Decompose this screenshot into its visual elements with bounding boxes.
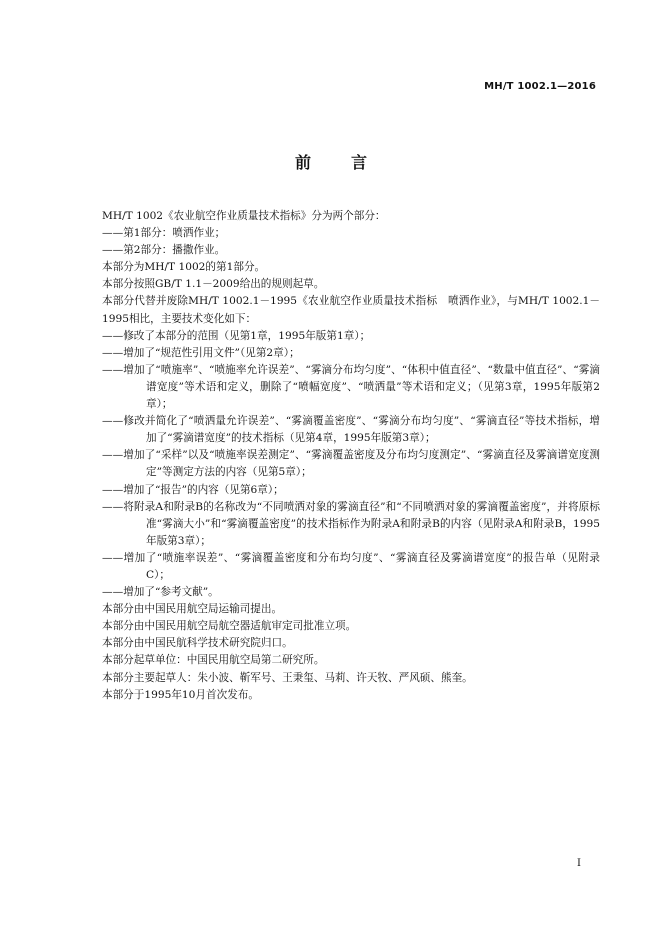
paragraph: 本部分由中国民用航空局航空器适航审定司批准立项。 [102,620,357,633]
document-code: MH/T 1002.1—2016 [484,81,596,92]
list-item: ——增加了“采样”以及“喷施率误差测定”、“雾滴覆盖密度及分布均匀度测定”、“雾滴直径及雾滴谱宽度测定”等测定方法的内容（见第5章）； [102,449,600,479]
list-item: ——增加了“参考文献”。 [102,586,219,599]
title-char-2: 言 [351,153,368,172]
page-number: I [577,858,581,869]
paragraph: 本部分主要起草人：朱小波、靳军号、王秉玺、马莉、许天牧、严风硕、熊奎。 [102,671,473,684]
paragraph: 本部分于1995年10月首次发布。 [102,688,259,701]
list-item: ——增加了“规范性引用文件”（见第2章）； [102,346,300,359]
page-title [0,150,662,173]
paragraph: MH/T 1002《农业航空作业质量技术指标》分为两个部分： [102,210,386,222]
paragraph: 本部分按照GB/T 1.1－2009给出的规则起草。 [102,278,325,291]
paragraph: 本部分为MH/T 1002的第1部分。 [102,261,266,274]
paragraph: 本部分由中国民航科学技术研究院归口。 [102,637,293,650]
list-item: ——修改了本部分的范围（见第1章，1995年版第1章）； [102,329,371,342]
title-char-1: 前 [294,153,311,172]
list-item: ——第2部分：播撒作业。 [102,244,226,257]
paragraph: 本部分由中国民用航空局运输司提出。 [102,603,283,616]
list-item: ——将附录A和附录B的名称改为“不同喷洒对象的雾滴直径”和“不同喷洒对象的雾滴覆盖密度”，并将原标准“雾滴大小”和“雾滴覆盖密度”的技术指标作为附录A和附录B的内容（见附录A和附录B，1995年版第3章）； [102,500,600,547]
list-item: ——增加了“喷施率”、“喷施率允许误差”、“雾滴分布均匀度”、“体积中值直径”、“数量中值直径”、“雾滴谱宽度”等术语和定义，删除了“喷幅宽度”、“喷洒量”等术语和定义；（见第3章，1995年版第2章）； [102,363,600,411]
preface-body [80,208,600,704]
paragraph: 本部分代替并废除MH/T 1002.1－1995《农业航空作业质量技术指标 喷洒作业》，与MH/T 1002.1－1995相比，主要技术变化如下： [102,295,600,325]
list-item: ——增加了“喷施率误差”、“雾滴覆盖密度和分布均匀度”、“雾滴直径及雾滴谱宽度”的报告单（见附录C）； [102,551,600,581]
paragraph: 本部分起草单位：中国民用航空局第二研究所。 [102,654,325,667]
list-item: ——增加了“报告”的内容（见第6章）； [102,483,284,496]
list-item: ——修改并简化了“喷洒量允许误差”、“雾滴覆盖密度”、“雾滴分布均匀度”、“雾滴直径”等技术指标，增加了“雾滴谱宽度”的技术指标（见第4章，1995年版第3章）； [102,415,600,445]
list-item: ——第1部分：喷洒作业； [102,227,226,240]
